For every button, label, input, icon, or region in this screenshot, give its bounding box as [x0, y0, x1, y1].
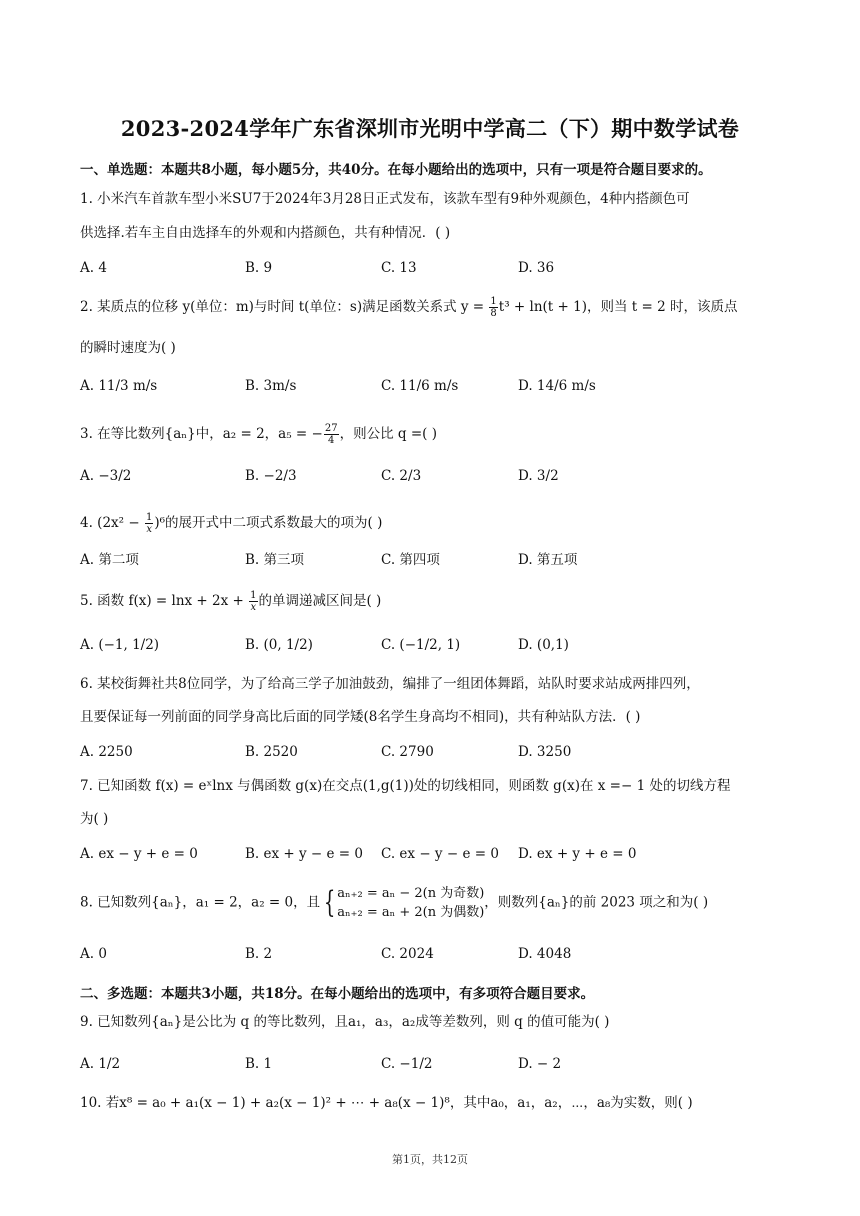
q7-option-c: C. ex − y − e = 0 — [381, 846, 499, 862]
q8-case-even: aₙ₊₂ = aₙ + 2(n 为偶数) — [337, 905, 485, 920]
q4-option-d: D. 第五项 — [518, 552, 578, 568]
q5-text-a: 5. 函数 f(x) = lnx + 2x + — [80, 593, 249, 609]
q2-option-a: A. 11/3 m/s — [80, 378, 158, 394]
question-6-line-2: 且要保证每一列前面的同学身高比后面的同学矮(8名学生身高均不相同)，共有种站队方法．( ) — [80, 709, 641, 725]
q4-fraction: $\frac{1}{x}$ — [145, 512, 153, 535]
q5-option-b: B. (0, 1/2) — [245, 637, 313, 653]
question-10-line: 10. 若x⁸ = a₀ + a₁(x − 1) + a₂(x − 1)² + ⋯ + a₈(x − 1)⁸，其中a₀，a₁，a₂，⋯，a₈为实数，则( ) — [80, 1095, 693, 1111]
q3-option-c: C. 2/3 — [381, 468, 422, 484]
question-4-line — [80, 512, 382, 535]
q2-fraction: $\frac{1}{8}$ — [490, 296, 497, 319]
q8-case-odd: aₙ₊₂ = aₙ − 2(n 为奇数) — [337, 886, 485, 901]
q3-text-b: ，则公比 q =( ) — [339, 426, 437, 442]
q5-fraction: $\frac{1}{x}$ — [250, 590, 257, 613]
q8-option-d: D. 4048 — [518, 946, 572, 962]
q8-option-b: B. 2 — [245, 946, 273, 962]
question-7-line-1: 7. 已知函数 f(x) = eˣlnx 与偶函数 g(x)在交点(1,g(1))处的切线相同，则函数 g(x)在 x =− 1 处的切线方程 — [80, 778, 731, 794]
q6-option-b: B. 2520 — [245, 744, 298, 760]
q2-option-c: C. 11/6 m/s — [381, 378, 459, 394]
q3-fraction: $\frac{27}{4}$ — [324, 423, 338, 446]
q5-text-b: 的单调递减区间是( ) — [258, 593, 382, 609]
q9-option-a: A. 1/2 — [80, 1056, 121, 1072]
q6-option-d: D. 3250 — [518, 744, 572, 760]
q1-option-c: C. 13 — [381, 260, 417, 276]
q5-option-a: A. (−1, 1/2) — [80, 637, 160, 653]
page-footer: 第1页，共12页 — [392, 1153, 468, 1166]
q8-cases — [337, 884, 484, 922]
q5-option-d: D. (0,1) — [518, 637, 569, 653]
section-heading-multi-choice: 二、多选题：本题共3小题，共18分。在每小题给出的选项中，有多项符合题目要求。 — [80, 986, 595, 1002]
q9-option-b: B. 1 — [245, 1056, 273, 1072]
question-1-line-2: 供选择.若车主自由选择车的外观和内搭颜色，共有种情况．( ) — [80, 225, 451, 241]
q8-text-a: 8. 已知数列{aₙ}，a₁ = 2，a₂ = 0，且 — [80, 894, 321, 911]
q4-option-c: C. 第四项 — [381, 552, 440, 568]
question-8-line — [80, 884, 708, 922]
q7-option-d: D. ex + y + e = 0 — [518, 846, 637, 862]
q8-option-c: C. 2024 — [381, 946, 434, 962]
question-2-line-2: 的瞬时速度为( ) — [80, 340, 176, 356]
q8-text-b: ，则数列{aₙ}的前 2023 项之和为( ) — [484, 894, 709, 911]
section-heading-single-choice: 一、单选题：本题共8小题，每小题5分，共40分。在每小题给出的选项中，只有一项是符合题目要求的。 — [80, 162, 712, 178]
q3-option-a: A. −3/2 — [80, 468, 132, 484]
q4-text-b: )⁶的展开式中二项式系数最大的项为( ) — [154, 515, 383, 531]
question-5-line — [80, 590, 381, 613]
q6-option-c: C. 2790 — [381, 744, 434, 760]
q3-option-b: B. −2/3 — [245, 468, 297, 484]
q2-text-a: 2. 某质点的位移 y(单位：m)与时间 t(单位：s)满足函数关系式 y = — [80, 299, 489, 315]
q1-option-a: A. 4 — [80, 260, 107, 276]
q4-option-b: B. 第三项 — [245, 552, 305, 568]
q5-option-c: C. (−1/2, 1) — [381, 637, 461, 653]
question-2-line-1 — [80, 296, 737, 319]
q2-option-b: B. 3m/s — [245, 378, 297, 394]
q3-text-a: 3. 在等比数列{aₙ}中，a₂ = 2，a₅ = − — [80, 426, 323, 442]
q9-option-d: D. − 2 — [518, 1056, 562, 1072]
q1-option-d: D. 36 — [518, 260, 555, 276]
q3-option-d: D. 3/2 — [518, 468, 559, 484]
q2-text-b: t³ + ln(t + 1)，则当 t = 2 时，该质点 — [498, 299, 738, 315]
q9-option-c: C. −1/2 — [381, 1056, 433, 1072]
page-title: 2023-2024学年广东省深圳市光明中学高二（下）期中数学试卷 — [120, 116, 740, 141]
question-9-line: 9. 已知数列{aₙ}是公比为 q 的等比数列，且a₁，a₃，a₂成等差数列，则 q 的值可能为( ) — [80, 1014, 610, 1030]
q6-option-a: A. 2250 — [80, 744, 133, 760]
question-1-line-1: 1. 小米汽车首款车型小米SU7于2024年3月28日正式发布，该款车型有9种外观颜色，4种内搭颜色可 — [80, 191, 690, 207]
q7-option-a: A. ex − y + e = 0 — [80, 846, 198, 862]
q7-option-b: B. ex + y − e = 0 — [245, 846, 363, 862]
q8-option-a: A. 0 — [80, 946, 107, 962]
left-brace-icon: { — [323, 885, 336, 920]
question-6-line-1: 6. 某校街舞社共8位同学，为了给高三学子加油鼓劲，编排了一组团体舞蹈，站队时要求站成两排四列， — [80, 676, 700, 692]
q4-option-a: A. 第二项 — [80, 552, 139, 568]
question-3-line — [80, 423, 437, 446]
question-7-line-2: 为( ) — [80, 811, 109, 827]
q4-text-a: 4. (2x² − — [80, 515, 144, 531]
q2-option-d: D. 14/6 m/s — [518, 378, 596, 394]
q1-option-b: B. 9 — [245, 260, 273, 276]
